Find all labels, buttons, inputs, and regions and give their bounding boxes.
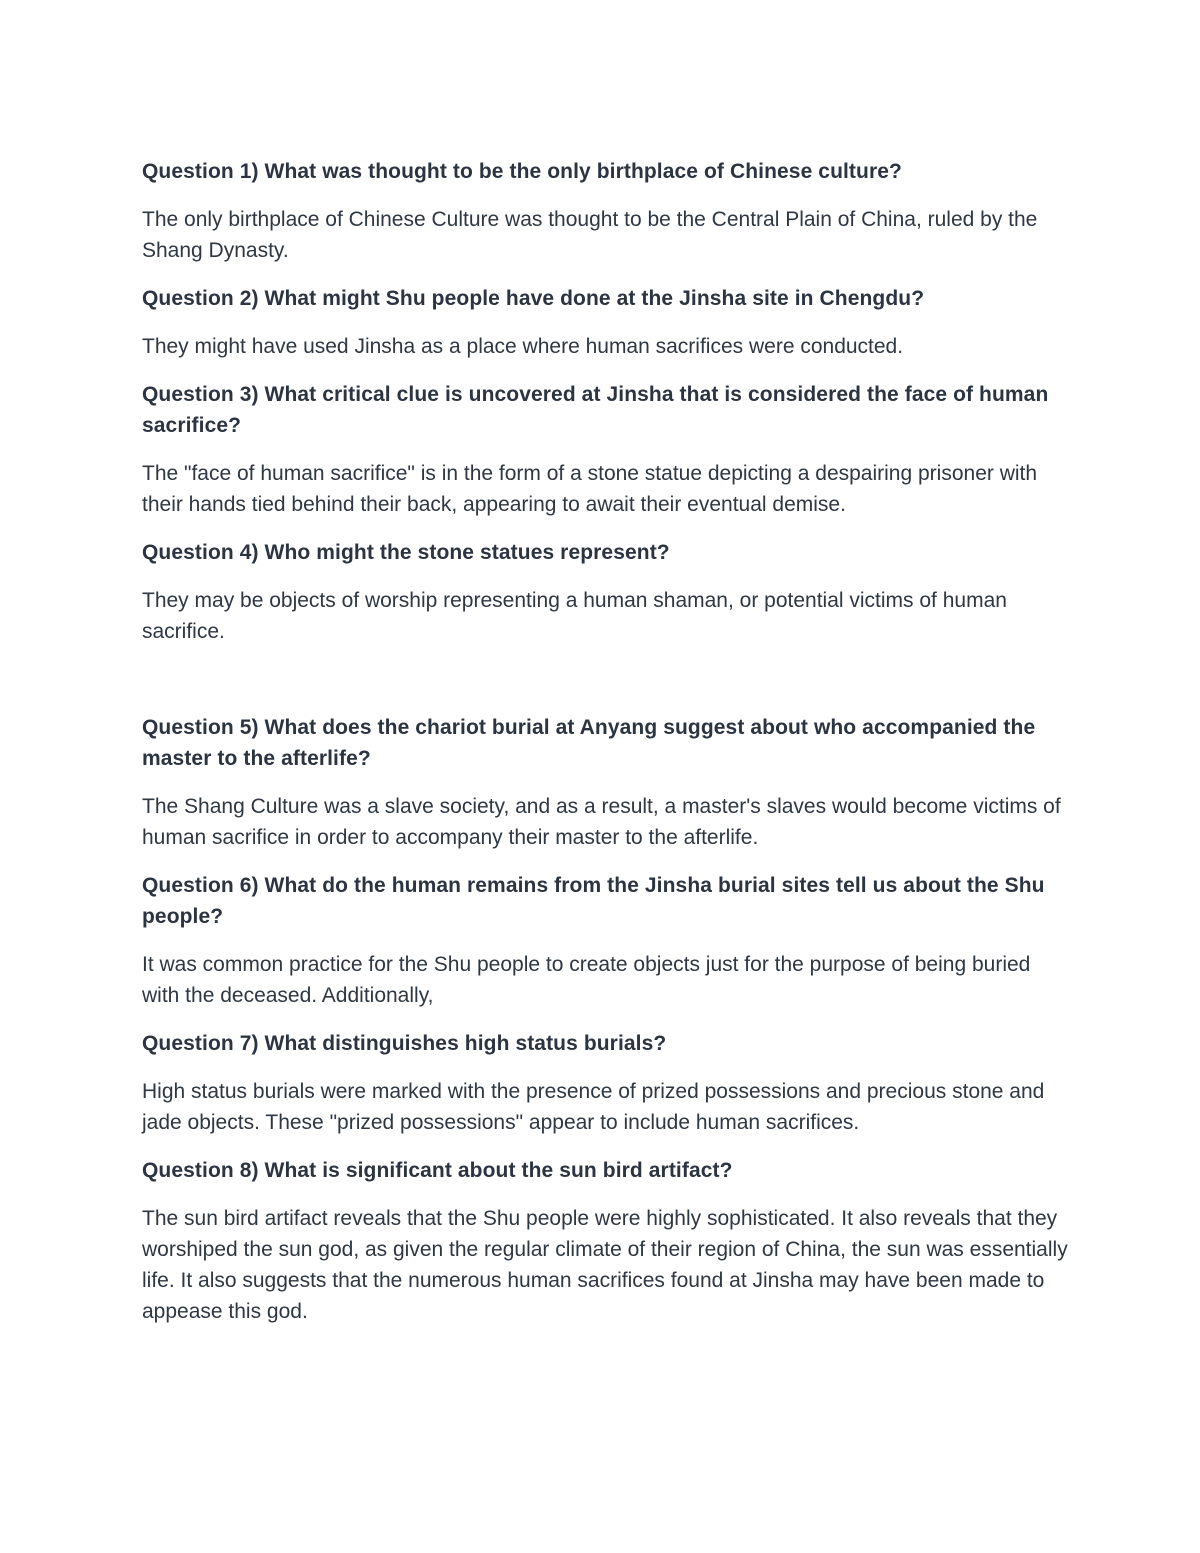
question-7: Question 7) What distinguishes high status burials? (142, 1032, 667, 1055)
answer-5: The Shang Culture was a slave society, and as a result, a master's slaves would become victims of human sacrifice in order to accompany their master to the afterlife. (142, 795, 1061, 849)
answer-4: They may be objects of worship representing a human shaman, or potential victims of human sacrifice. (142, 589, 1007, 643)
question-3: Question 3) What critical clue is uncovered at Jinsha that is considered the face of human sacrifice? (142, 383, 1049, 437)
paragraph-gap (142, 664, 1072, 712)
qa-item-2 (142, 283, 1072, 362)
qa-item-7 (142, 1028, 1072, 1138)
qa-item-3 (142, 379, 1072, 520)
answer-8: The sun bird artifact reveals that the Shu people were highly sophisticated. It also reveals that they worshiped the sun god, as given the regular climate of their region of China, the sun was essentially life. It also suggests that the numerous human sacrifices found at Jinsha may have been made to appease this god. (142, 1207, 1068, 1323)
question-1: Question 1) What was thought to be the only birthplace of Chinese culture? (142, 160, 902, 183)
qa-item-8 (142, 1155, 1072, 1327)
answer-7: High status burials were marked with the presence of prized possessions and precious stone and jade objects. These "prized possessions" appear to include human sacrifices. (142, 1080, 1045, 1134)
qa-item-1 (142, 156, 1072, 266)
qa-item-5 (142, 712, 1072, 853)
qa-item-4 (142, 537, 1072, 647)
question-2: Question 2) What might Shu people have done at the Jinsha site in Chengdu? (142, 287, 925, 310)
question-5: Question 5) What does the chariot burial at Anyang suggest about who accompanied the master to the afterlife? (142, 716, 1036, 770)
question-6: Question 6) What do the human remains from the Jinsha burial sites tell us about the Shu people? (142, 874, 1045, 928)
qa-item-6 (142, 870, 1072, 1011)
answer-6: It was common practice for the Shu people to create objects just for the purpose of being buried with the deceased. Additionally, (142, 953, 1031, 1007)
document-body (142, 156, 1072, 1344)
question-4: Question 4) Who might the stone statues represent? (142, 541, 670, 564)
answer-3: The "face of human sacrifice" is in the form of a stone statue depicting a despairing prisoner with their hands tied behind their back, appearing to await their eventual demise. (142, 462, 1038, 516)
answer-1: The only birthplace of Chinese Culture was thought to be the Central Plain of China, ruled by the Shang Dynasty. (142, 208, 1038, 262)
answer-2: They might have used Jinsha as a place where human sacrifices were conducted. (142, 335, 904, 358)
question-8: Question 8) What is significant about the sun bird artifact? (142, 1159, 733, 1182)
